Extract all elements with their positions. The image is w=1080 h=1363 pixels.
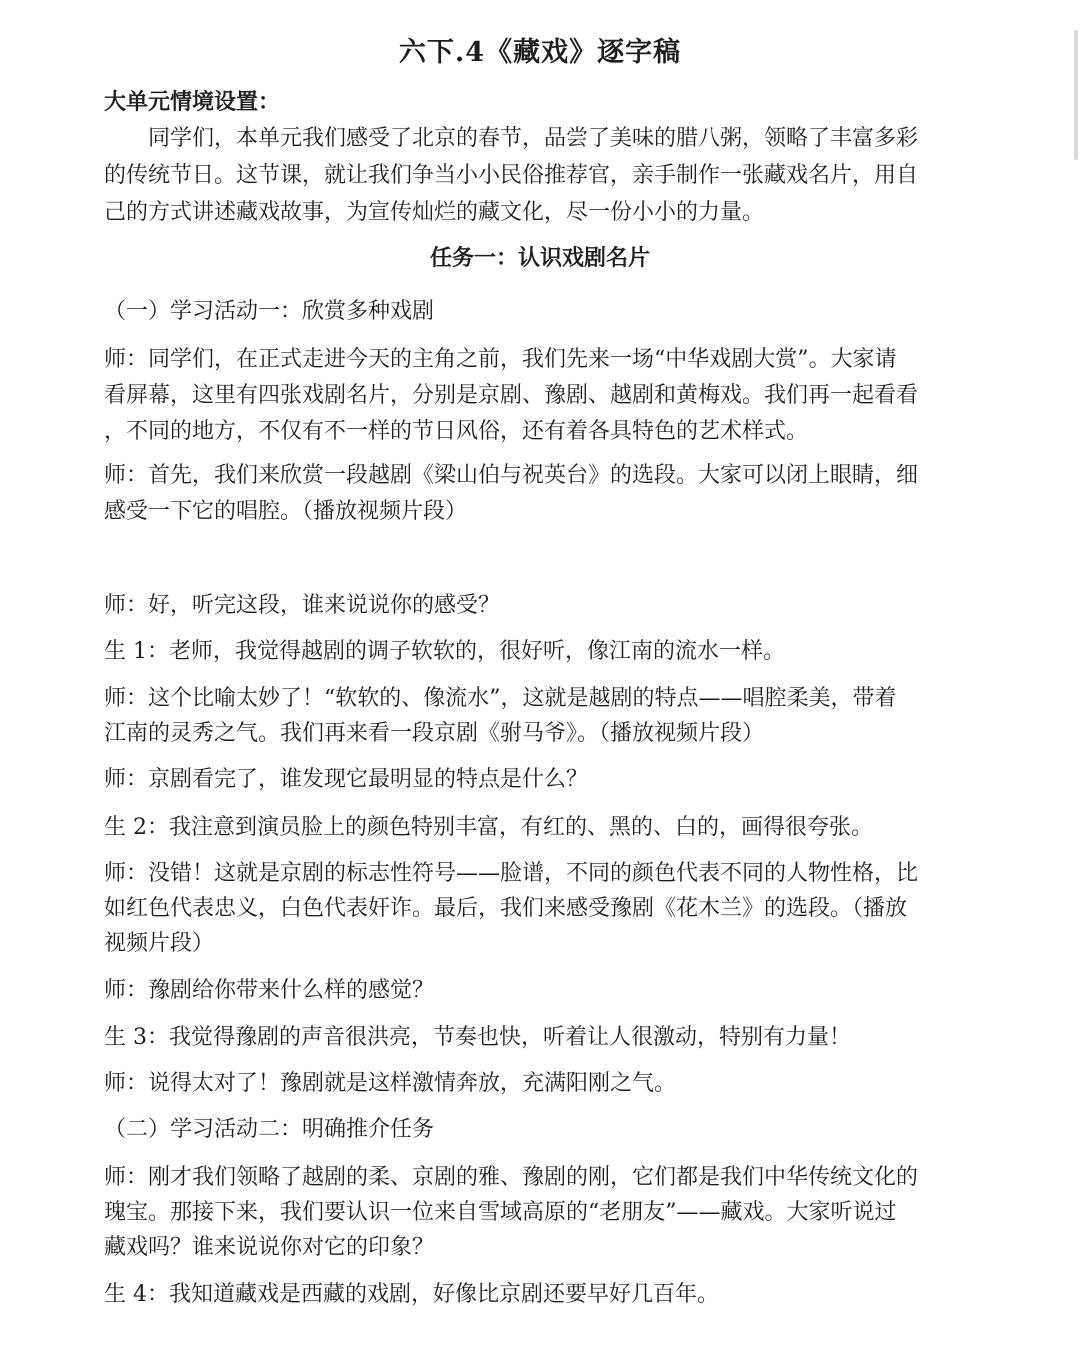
paragraph-line: 师：这个比喻太妙了！“软软的、像流水”，这就是越剧的特点——唱腔柔美，带着 (104, 686, 897, 711)
paragraph-line: 师：刚才我们领略了越剧的柔、京剧的雅、豫剧的刚，它们都是我们中华传统文化的 (104, 1165, 919, 1190)
task-heading: 任务一：认识戏剧名片 (429, 245, 650, 271)
paragraph-line: 师：首先，我们来欣赏一段越剧《梁山伯与祝英台》的选段。大家可以闭上眼睛，细 (104, 463, 919, 488)
paragraph-line: 看屏幕，这里有四张戏剧名片，分别是京剧、豫剧、越剧和黄梅戏。我们再一起看看 (104, 383, 919, 408)
paragraph-line: 藏戏吗？谁来说说你对它的印象？ (104, 1235, 435, 1260)
paragraph-line: 如红色代表忠义，白色代表奸诈。最后，我们来感受豫剧《花木兰》的选段。（播放 (104, 896, 908, 921)
paragraph-line: 师：同学们，在正式走进今天的主角之前，我们先来一场“中华戏剧大赏”。大家请 (104, 347, 897, 372)
paragraph-line: 师：好，听完这段，谁来说说你的感受？ (104, 593, 501, 618)
paragraph-line: 生 1：老师，我觉得越剧的调子软软的，很好听，像江南的流水一样。 (104, 639, 785, 664)
paragraph-line: 生 2：我注意到演员脸上的颜色特别丰富，有红的、黑的、白的，画得很夸张。 (104, 815, 873, 840)
context-line: 己的方式讲述藏戏故事，为宣传灿烂的藏文化，尽一份小小的力量。 (104, 200, 765, 225)
paragraph-line: 师：豫剧给你带来什么样的感觉？ (104, 978, 435, 1003)
document-title: 六下.4《藏戏》逐字稿 (398, 37, 682, 68)
paragraph-line: 生 3：我觉得豫剧的声音很洪亮，节奏也快，听着让人很激动，特别有力量！ (104, 1025, 851, 1050)
scrollbar[interactable] (1072, 0, 1080, 1363)
scrollbar-thumb[interactable] (1074, 30, 1078, 160)
paragraph-line: 生 4：我知道藏戏是西藏的戏剧，好像比京剧还要早好几百年。 (104, 1282, 719, 1307)
context-line: 同学们，本单元我们感受了北京的春节，品尝了美味的腊八粥，领略了丰富多彩 (148, 126, 919, 151)
activity-heading: （二）学习活动二：明确推介任务 (104, 1117, 435, 1142)
context-heading: 大单元情境设置： (104, 89, 281, 115)
activity-heading: （一）学习活动一：欣赏多种戏剧 (104, 299, 435, 324)
paragraph-line: 江南的灵秀之气。我们再来看一段京剧《驸马爷》。（播放视频片段） (104, 721, 765, 746)
paragraph-line: 视频片段） (104, 931, 215, 956)
paragraph-line: 感受一下它的唱腔。（播放视频片段） (104, 499, 468, 524)
paragraph-line: ，不同的地方，不仅有不一样的节日风俗，还有着各具特色的艺术样式。 (104, 419, 809, 444)
context-line: 的传统节日。这节课，就让我们争当小小民俗推荐官，亲手制作一张藏戏名片，用自 (104, 163, 919, 188)
paragraph-line: 师：京剧看完了，谁发现它最明显的特点是什么？ (104, 767, 589, 792)
paragraph-line: 瑰宝。那接下来，我们要认识一位来自雪域高原的“老朋友”——藏戏。大家听说过 (104, 1200, 897, 1225)
paragraph-line: 师：没错！这就是京剧的标志性符号——脸谱，不同的颜色代表不同的人物性格，比 (104, 861, 919, 886)
paragraph-line: 师：说得太对了！豫剧就是这样激情奔放，充满阳刚之气。 (104, 1071, 677, 1096)
